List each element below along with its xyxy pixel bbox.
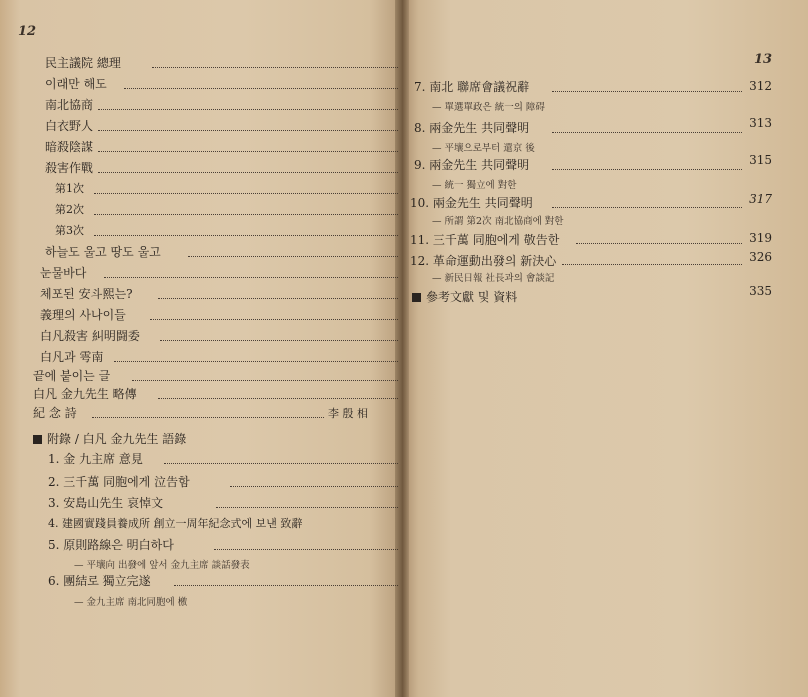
toc-entry: 6. 團結로 獨立完遂 [48,574,151,588]
entry-subtitle: — 所謂 第2次 南北協商에 對한 [432,216,564,227]
author-name: 李 殷 相 [328,407,368,420]
toc-entry: 12. 革命運動出發의 新決心 [410,254,557,268]
dot-leader [552,169,742,170]
dot-leader [160,340,398,341]
toc-entry: 南北協商 [45,98,94,112]
dot-leader [214,549,398,550]
toc-entry: 白衣野人 [45,119,94,133]
dot-leader [94,214,398,215]
square-bullet-icon [412,293,421,302]
toc-page-number: 312 [749,79,772,93]
toc-entry: 義理의 사나이들 [40,308,126,322]
dot-leader [216,507,398,508]
entry-subtitle: — 統一 獨立에 對한 [432,180,517,191]
entry-subtitle: — 金九主席 南北同胞에 檄 [74,597,188,608]
dot-leader [98,151,398,152]
toc-entry: 1. 金 九主席 意見 [48,452,143,466]
toc-entry: 하늘도 울고 땅도 울고 [45,245,161,259]
toc-entry: 체포된 安斗熙는? [40,287,133,301]
appendix-header: 附錄 / 白凡 金九先生 語錄 [33,430,186,447]
toc-entry: 第2次 [55,203,84,216]
toc-page-number: 317 [749,192,772,206]
dot-leader [152,67,398,68]
toc-page-number: 313 [749,116,772,130]
toc-page-number: 315 [749,153,772,167]
dot-leader [174,585,398,586]
page-number-left: 12 [18,24,37,39]
toc-entry: 10. 兩金先生 共同聲明 [410,196,533,210]
toc-entry: 暗殺陰謀 [45,140,94,154]
dot-leader [124,88,398,89]
square-bullet-icon [33,435,42,444]
toc-entry: 5. 原則路線은 明白하다 [48,538,174,552]
dot-leader [164,463,398,464]
toc-entry: 9. 兩金先生 共同聲明 [414,158,530,172]
dot-leader [98,172,398,173]
dot-leader [158,398,398,399]
references-header: 參考文獻 및 資料 [412,288,517,305]
toc-entry: 白凡殺害 糾明闘委 [40,329,140,343]
toc-entry: 끝에 붙이는 글 [33,369,111,383]
dot-leader [562,264,742,265]
dot-leader [188,256,398,257]
dot-leader [552,91,742,92]
entry-subtitle: — 平壤向 出發에 앞서 金九主席 談話發表 [74,560,250,571]
toc-entry: 第3次 [55,224,84,237]
toc-entry: 白凡 金九先生 略傳 [33,387,137,401]
toc-entry: 2. 三千萬 同胞에게 泣告함 [48,475,190,489]
toc-entry: 눈물바다 [40,266,87,280]
toc-entry: 第1次 [55,182,84,195]
toc-entry: 4. 建國實踐員養成所 創立一周年紀念式에 보낸 致辭 [48,517,303,530]
dot-leader [114,361,398,362]
dot-leader [150,319,398,320]
toc-entry: 11. 三千萬 同胞에게 敬告한 [410,233,560,247]
toc-entry: 3. 安島山先生 哀悼文 [48,496,164,510]
toc-entry: 紀 念 詩 [33,406,77,420]
entry-subtitle: — 新民日報 社長과의 會談記 [432,273,555,284]
page-number-right: 13 [754,52,773,67]
toc-page-number: 335 [749,284,772,298]
right-page [402,0,808,697]
left-page [0,0,402,697]
entry-subtitle: — 平壤으로부터 還京 後 [432,143,535,154]
dot-leader [576,243,742,244]
dot-leader [158,298,398,299]
toc-entry: 殺害作戰 [45,161,94,175]
dot-leader [94,235,398,236]
toc-entry: 이래만 해도 [45,77,107,91]
dot-leader [132,380,398,381]
dot-leader [552,132,742,133]
toc-entry: 民主議院 總理 [45,56,121,70]
dot-leader [92,417,324,418]
dot-leader [98,130,398,131]
dot-leader [230,486,398,487]
toc-page-number: 326 [749,250,772,264]
toc-entry: 7. 南北 聯席會議祝辭 [414,80,530,94]
toc-entry: 白凡과 雩南 [40,350,104,364]
dot-leader [552,207,742,208]
toc-entry: 8. 兩金先生 共同聲明 [414,121,530,135]
entry-subtitle: — 單選單政은 統一의 障碍 [432,102,545,113]
dot-leader [104,277,398,278]
dot-leader [98,109,398,110]
dot-leader [94,193,398,194]
book-gutter [395,0,409,697]
toc-page-number: 319 [749,231,772,245]
